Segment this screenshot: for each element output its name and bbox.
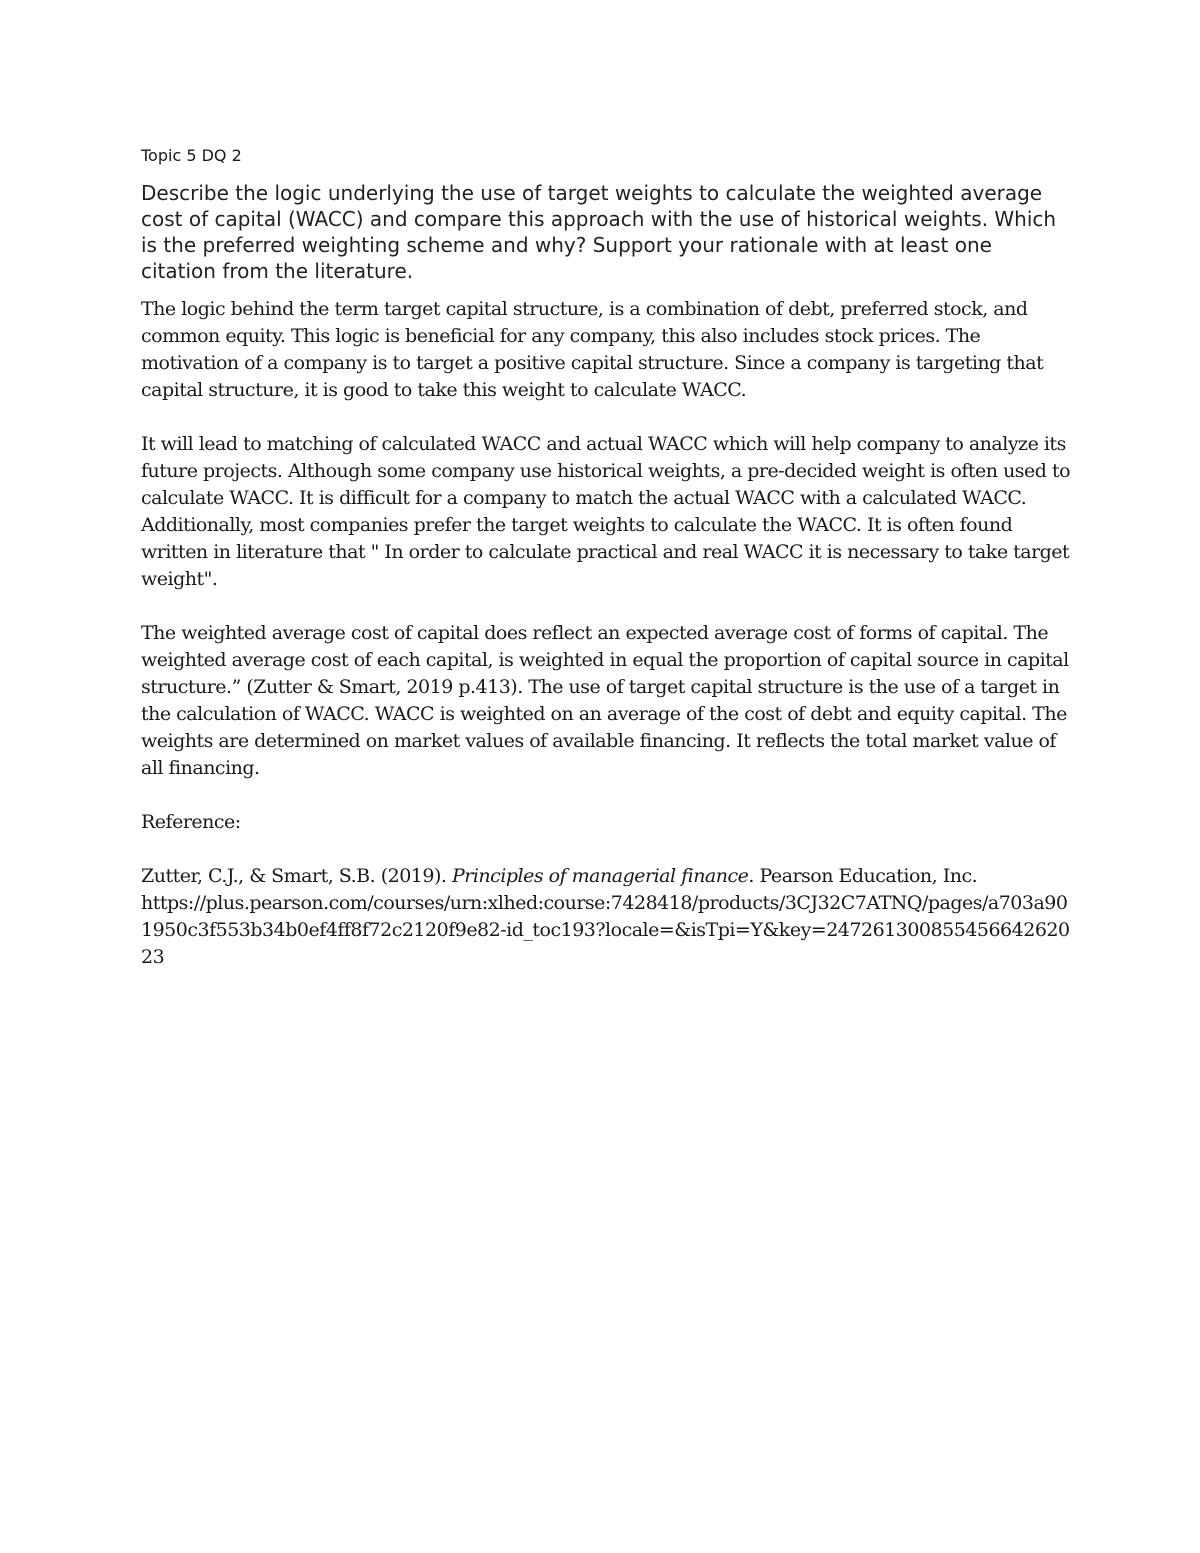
document-content [141, 142, 1071, 971]
reference-title: Principles of managerial finance [451, 865, 749, 887]
reference-publisher: . Pearson Education, Inc. [748, 865, 978, 887]
document-heading: Topic 5 DQ 2 [141, 146, 242, 165]
paragraph-3: The weighted average cost of capital does reflect an expected average cost of forms of capital. The weighted average cost of each capital, is weighted in equal the proportion of capital source in capital structure.” (Zutter & Smart, 2019 p.413). The use of target capital structure is the use of a target in the calculation of WACC. WACC is weighted on an average of the cost of debt and equity capital. The weights are determined on market values of available financing. It reflects the total market value of all financing. [141, 622, 1069, 779]
discussion-prompt: Describe the logic underlying the use of target weights to calculate the weighted average cost of capital (WACC) and compare this approach with the use of historical weights. Which is the preferred weighting scheme and why? Support your rationale with at least one citation from the literature. [141, 181, 1057, 283]
paragraph-2: It will lead to matching of calculated WACC and actual WACC which will help company to analyze its future projects. Although some company use historical weights, a pre-decided weight is often used to calculate WACC. It is difficult for a company to match the actual WACC with a calculated WACC. Additionally, most companies prefer the target weights to calculate the WACC. It is often found written in literature that " In order to calculate practical and real WACC it is necessary to take target weight". [141, 433, 1071, 590]
reference-entry [141, 863, 1071, 971]
reference-url[interactable]: https://plus.pearson.com/courses/urn:xlhed:course:7428418/products/3CJ32C7ATNQ/pages/a703a901950c3f553b34b0ef4ff8f72c2120f9e82-id_toc193?locale=&isTpi=Y&key=247261300855456642620​23 [141, 892, 1070, 968]
reference-label: Reference: [141, 811, 241, 833]
paragraph-1: The logic behind the term target capital structure, is a combination of debt, preferred stock, and common equity. This logic is beneficial for any company, this also includes stock prices. The motivation of a company is to target a positive capital structure. Since a company is targeting that capital structure, it is good to take this weight to calculate WACC. [141, 298, 1044, 401]
reference-authors: Zutter, C.J., & Smart, S.B. (2019). [141, 865, 452, 887]
